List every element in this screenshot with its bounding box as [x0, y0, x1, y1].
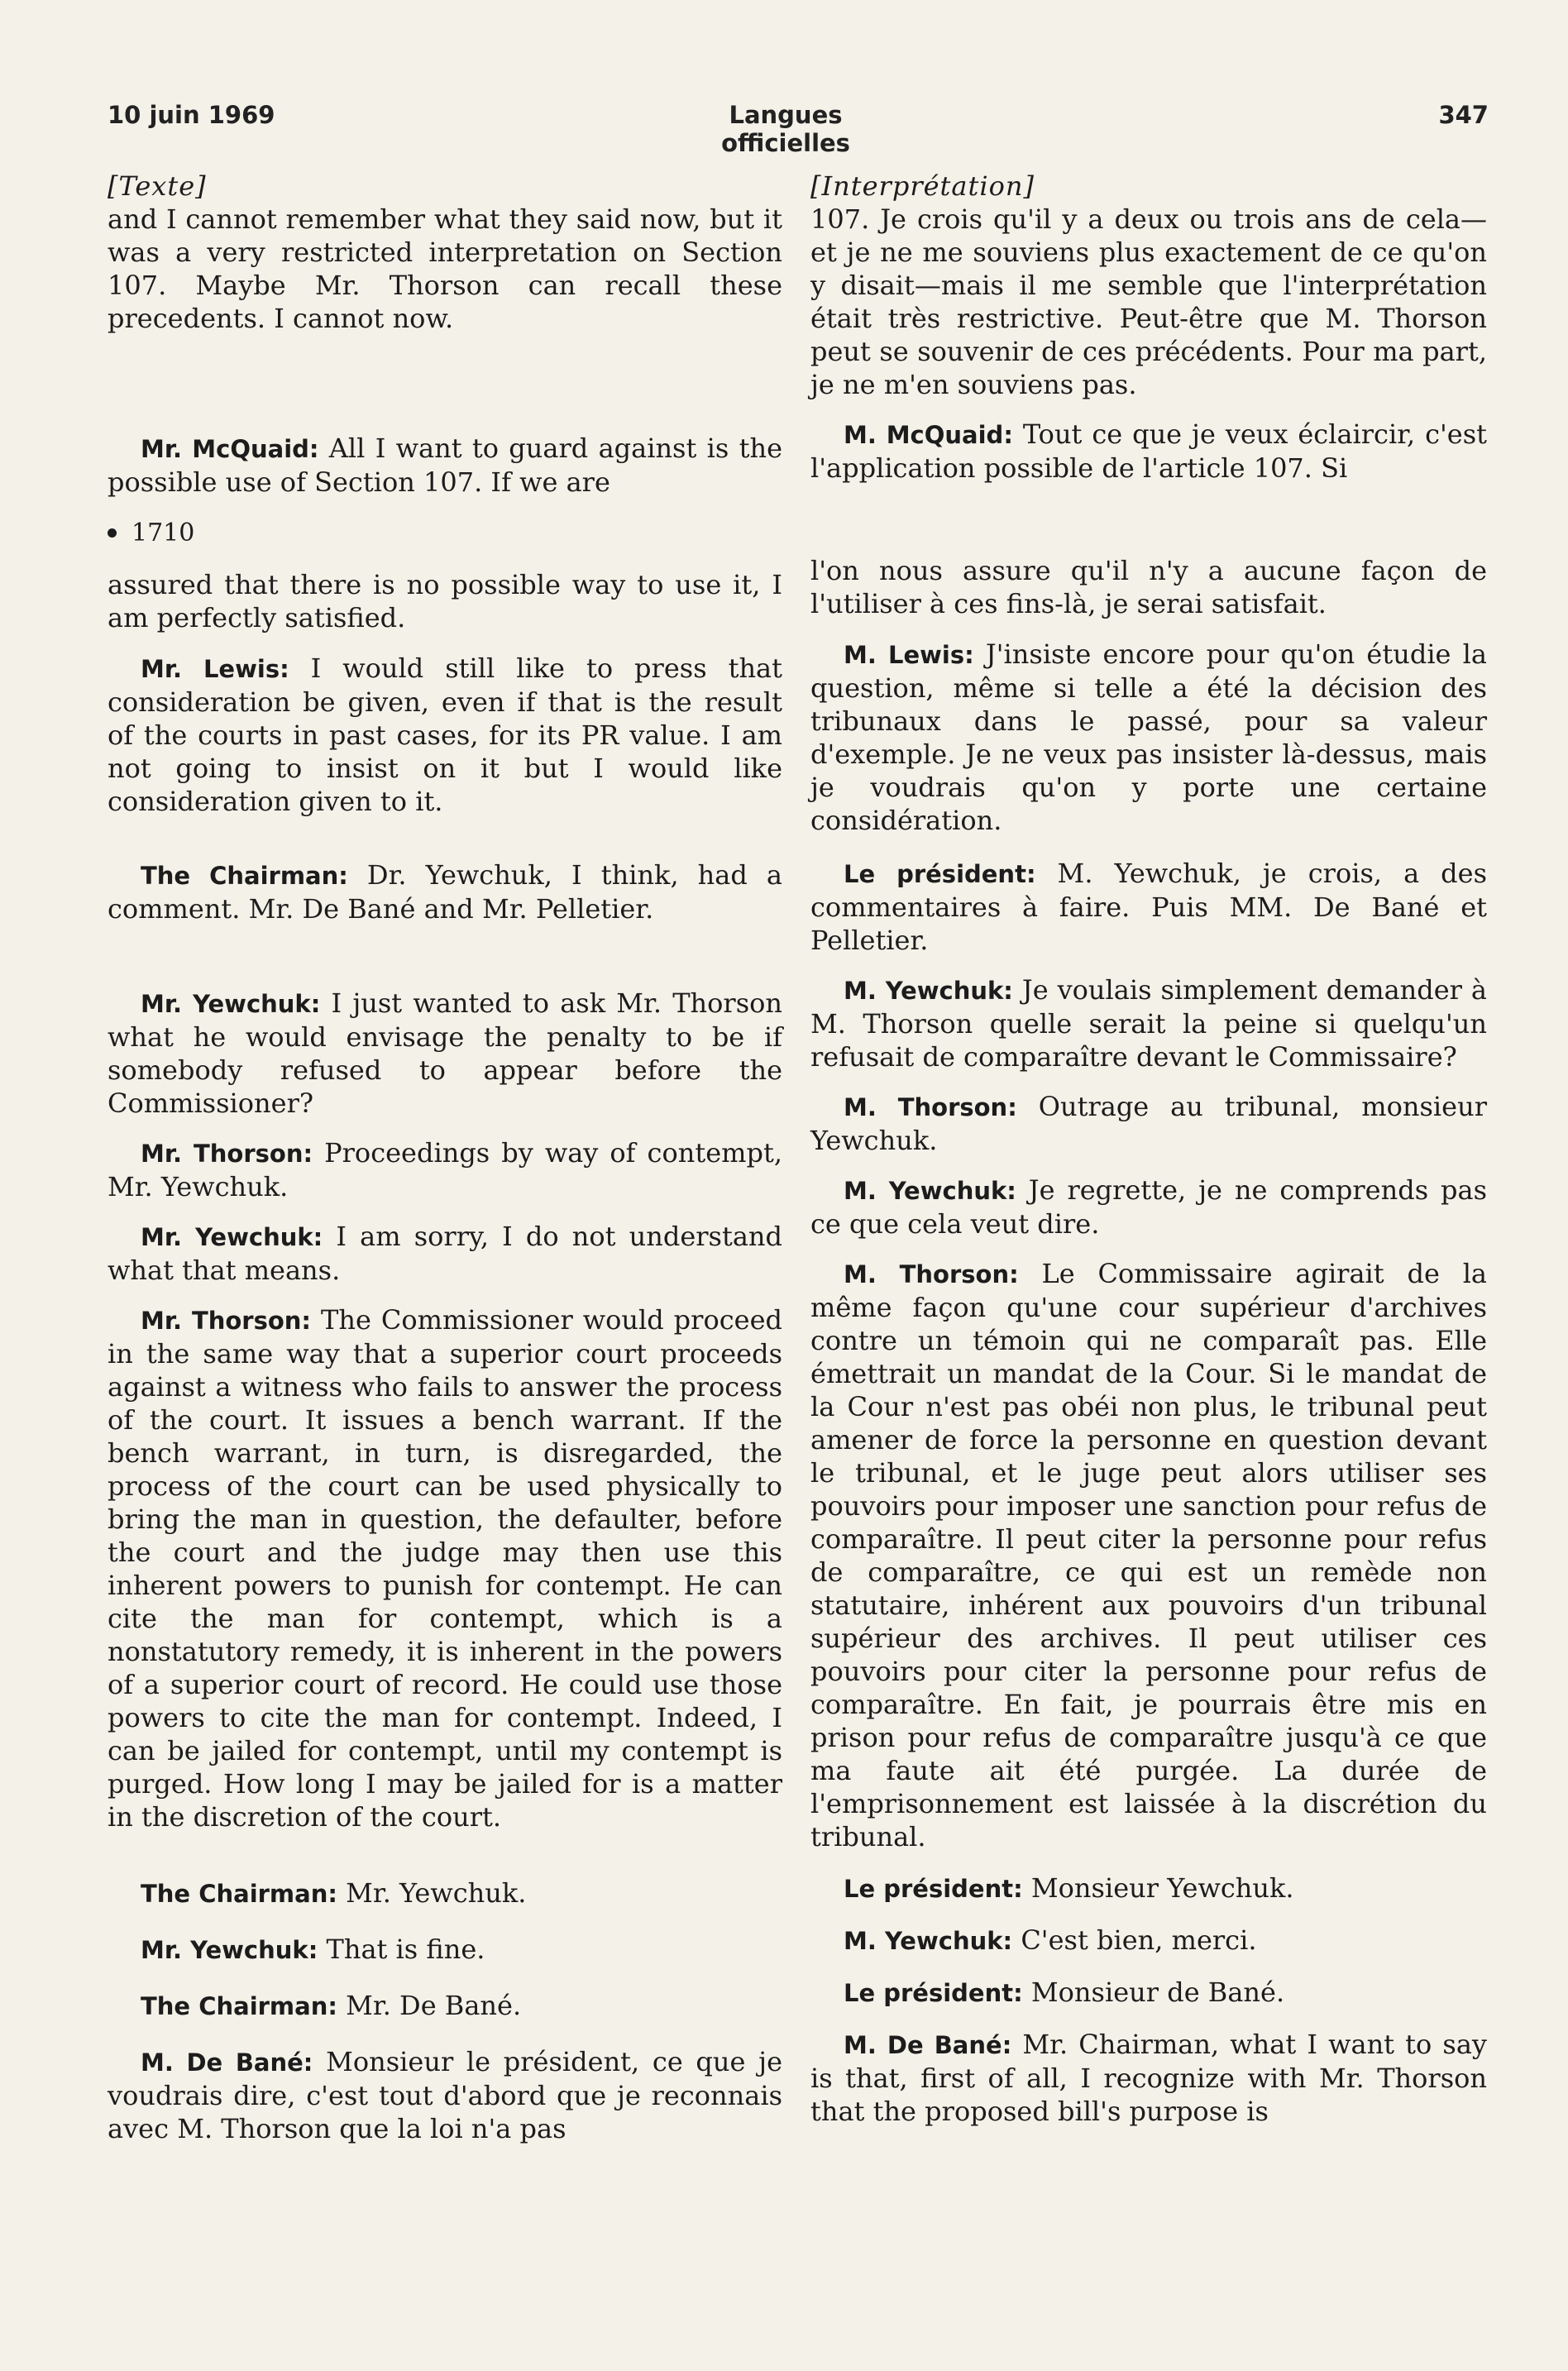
section-label: [Interprétation]	[810, 170, 1035, 202]
english-column	[108, 170, 782, 2145]
speech-debane: M. De Bané: Monsieur le président, ce que je voudrais dire, c'est tout d'abord que je reconnais avec M. Thorson que la loi n'a pas	[108, 2046, 782, 2144]
header-date: 10 juin 1969	[108, 101, 275, 129]
speech-yewchuk: Mr. Yewchuk: That is fine.	[141, 1934, 485, 1965]
speech-chairman: The Chairman: Mr. De Bané.	[141, 1990, 522, 2021]
paragraph: l'on nous assure qu'il n'y a aucune façon de l'utiliser à ces fins-là, je serai satisfait.	[810, 555, 1487, 619]
speech-chairman: The Chairman: Mr. Yewchuk.	[141, 1877, 527, 1909]
speech-chairman: The Chairman: Dr. Yewchuk, I think, had a comment. Mr. De Bané and Mr. Pelletier.	[108, 859, 782, 925]
speech-president: Le président: Monsieur Yewchuk.	[844, 1872, 1294, 1904]
speech-president: Le président: Monsieur de Bané.	[844, 1977, 1285, 2008]
speech-yewchuk: M. Yewchuk: Je voulais simplement demander à M. Thorson quelle serait la peine si quelqu'un refusait de comparaître devant le Commissaire?	[810, 974, 1488, 1073]
paragraph: assured that there is no possible way to use it, I am perfectly satisfied.	[108, 569, 782, 633]
speech-thorson: Mr. Thorson: Proceedings by way of contempt, Mr. Yewchuk.	[108, 1137, 783, 1202]
paragraph: and I cannot remember what they said now, but it was a very restricted interpretation on Section 107. Maybe Mr. Thorson can recall these precedents. I cannot now.	[108, 203, 782, 334]
speech-mcquaid: Mr. McQuaid: All I want to guard against is the possible use of Section 107. If we are	[108, 433, 783, 498]
speech-yewchuk: Mr. Yewchuk: I am sorry, I do not understand what that means.	[108, 1221, 782, 1286]
speech-yewchuk: Mr. Yewchuk: I just wanted to ask Mr. Thorson what he would envisage the penalty to be if somebody refused to appear before the Commissioner?	[108, 987, 782, 1119]
section-label: [Texte]	[108, 170, 207, 202]
speech-lewis: M. Lewis: J'insiste encore pour qu'on étudie la question, même si telle a été la décision des tribunaux dans le passé, pour sa valeur d'exemple. Je ne veux pas insister là-dessus, mais je voudrais qu'on y porte une certaine considération.	[810, 638, 1487, 836]
speech-thorson: Mr. Thorson: The Commissioner would proceed in the same way that a superior court proceeds against a witness who fails to answer the process of the court. It issues a bench warrant. If the bench warrant, in turn, is disregarded, the process of the court can be used physically to bring the man in question, the defaulter, before the court and the judge may then use this inherent powers to punish for contempt. He can cite the man for contempt, which is a nonstatutory remedy, it is inherent in the powers of a superior court of record. He could use those powers to cite the man for contempt. Indeed, I can be jailed for contempt, until my contempt is purged. How long I may be jailed for is a matter in the discretion of the court.	[108, 1304, 783, 1833]
page-number: 347	[1438, 101, 1489, 129]
header-title: Langues officielles	[721, 101, 850, 157]
paragraph: 107. Je crois qu'il y a deux ou trois ans de cela—et je ne me souviens plus exactement de ce qu'on y disait—mais il me semble que l'interprétation était très restrictive. Peut-être que M. Thorson peut se souvenir de ces précédents. Pour ma part, je ne m'en souviens pas.	[810, 203, 1487, 400]
speech-yewchuk: M. Yewchuk: C'est bien, merci.	[844, 1924, 1257, 1956]
time-marker: 1710	[108, 517, 782, 550]
french-column	[810, 170, 1487, 2128]
speaker-name: Mr. McQuaid:	[141, 435, 319, 463]
bullet-icon	[108, 528, 117, 538]
speech-debane: M. De Bané: Mr. Chairman, what I want to say is that, first of all, I recognize with Mr. Thorson that the proposed bill's purpose is	[810, 2029, 1487, 2127]
speech-president: Le président: M. Yewchuk, je crois, a des commentaires à faire. Puis MM. De Bané et Pelletier.	[810, 858, 1487, 956]
speech-thorson: M. Thorson: Outrage au tribunal, monsieur Yewchuk.	[810, 1091, 1487, 1156]
speech-yewchuk: M. Yewchuk: Je regrette, je ne comprends pas ce que cela veut dire.	[810, 1174, 1488, 1240]
speech-mcquaid: M. McQuaid: Tout ce que je veux éclaircir, c'est l'application possible de l'article 107. Si	[810, 418, 1488, 484]
speech-lewis: Mr. Lewis: I would still like to press that consideration be given, even if that is the result of the courts in past cases, for its PR value. I am not going to insist on it but I would like consideration given to it.	[108, 653, 782, 817]
speech-thorson: M. Thorson: Le Commissaire agirait de la même façon qu'une cour supérieur d'archives contre un témoin qui ne comparaît pas. Elle émettrait un mandat de la Cour. Si le mandat de la Cour n'est pas obéi non plus, le tribunal peut amener de force la personne en question devant le tribunal, et le juge peut alors utiliser ses pouvoirs pour imposer une sanction pour refus de comparaître. Il peut citer la personne pour refus de comparaître, ce qui est un remède non statutaire, inhérent aux pouvoirs d'un tribunal supérieur des archives. Il peut utiliser ces pouvoirs pour citer la personne pour refus de comparaître. En fait, je pourrais être mis en prison pour refus de comparaître jusqu'à ce que ma faute ait été purgée. La durée de l'emprisonnement est laissée à la discrétion du tribunal.	[810, 1258, 1488, 1852]
